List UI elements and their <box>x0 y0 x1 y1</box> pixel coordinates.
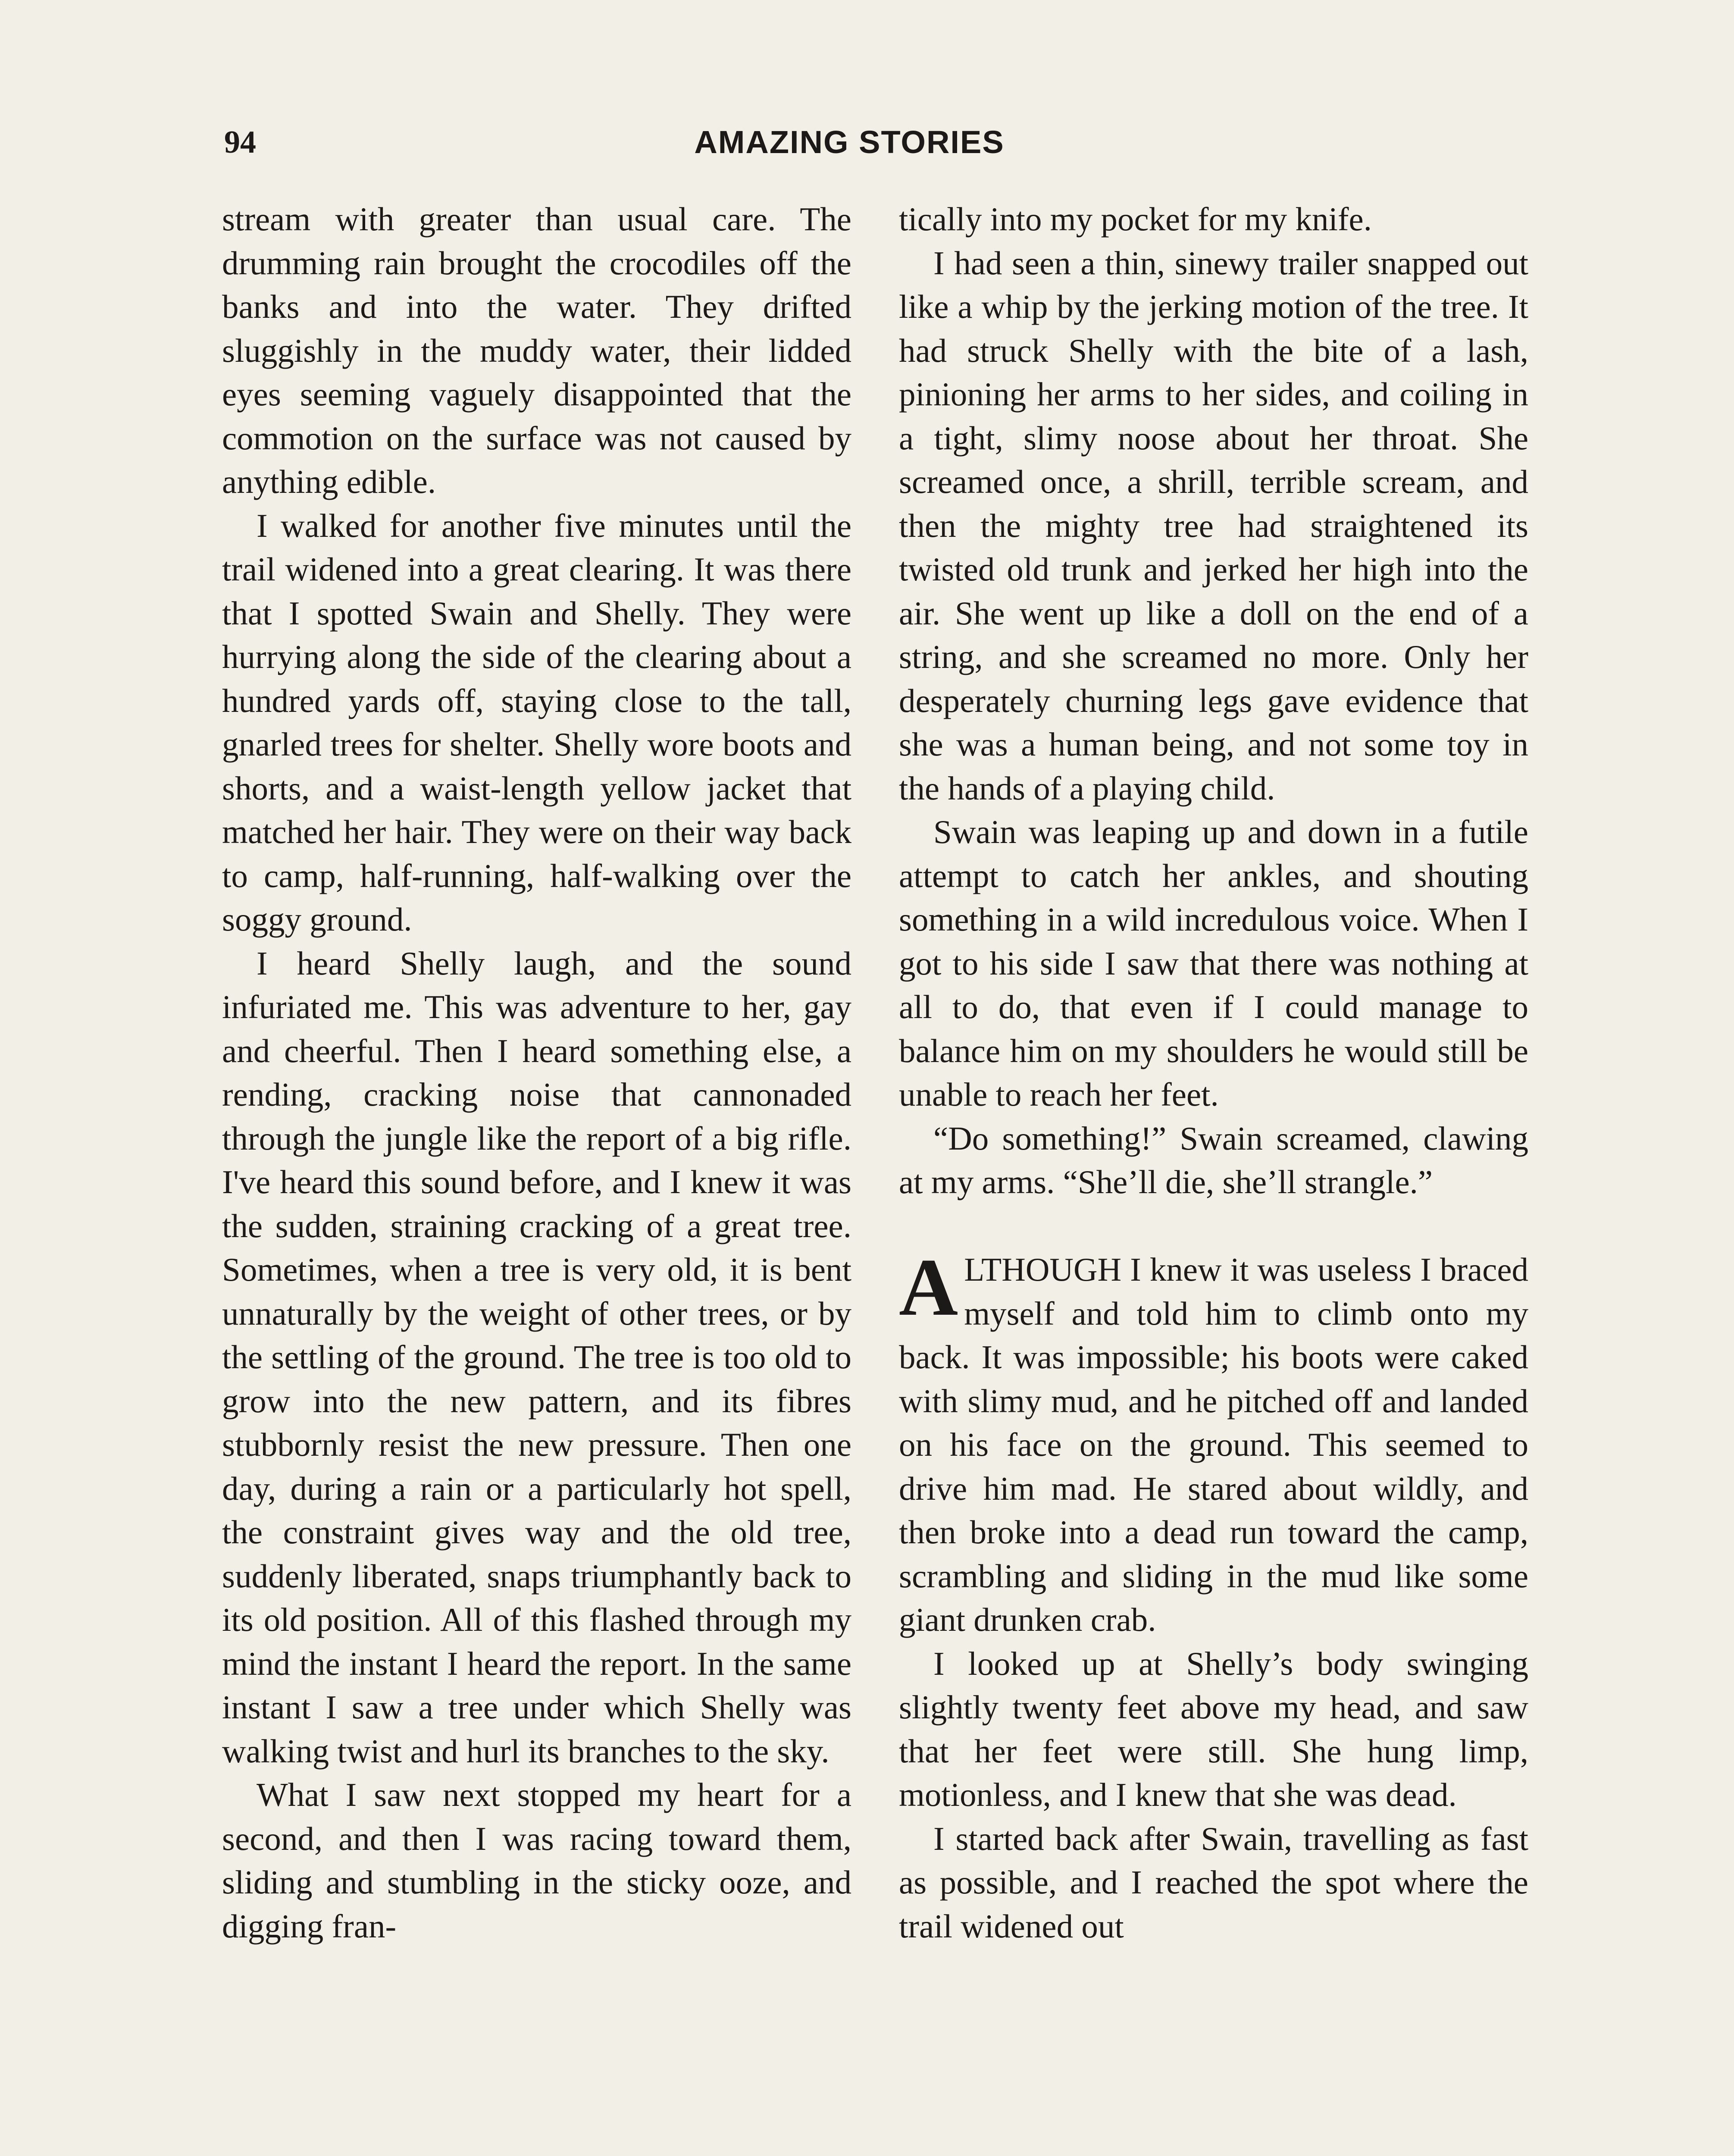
section-start-paragraph <box>899 1242 1528 1642</box>
page-number: 94 <box>224 125 256 160</box>
paragraph-text: LTHOUGH I knew it was useless I braced myself and told him to climb onto my back. It was impossible; his boots were caked with slimy mud, and he pitched off and landed on his face on the ground. This seemed to drive him mad. He stared about wildly, and then broke into a dead run toward the camp, scrambling and sliding in the mud like some giant drunken crab. <box>899 1251 1528 1638</box>
drop-cap: A <box>899 1242 958 1333</box>
paragraph: I looked up at Shelly’s body swinging slightly twenty feet above my head, and saw that her feet were still. She hung limp, motionless, and I knew that she was dead. <box>899 1645 1528 1813</box>
page-header <box>224 123 1500 170</box>
paragraph: What I saw next stopped my heart for a second, and then I was racing toward them, sliding and stumbling in the sticky ooze, and digging fran- <box>222 1776 851 1945</box>
paragraph: Swain was leaping up and down in a futile attempt to catch her ankles, and shouting something in a wild incredulous voice. When I got to his side I saw that there was nothing at all to do, that even if I could manage to balance him on my shoulders he would still be unable to reach her feet. <box>899 813 1528 1113</box>
paragraph: I walked for another five minutes until the trail widened into a great clearing. It was there that I spotted Swain and Shelly. They were hurrying along the side of the clearing about a hundred yards off, staying close to the tall, gnarled trees for shelter. Shelly wore boots and shorts, and a waist-length yellow jacket that matched her hair. They were on their way back to camp, half-running, half-walking over the soggy ground. <box>222 507 851 938</box>
magazine-title: AMAZING STORIES <box>694 124 1005 160</box>
paragraph: I started back after Swain, travelling as fast as possible, and I reached the spot where the trail widened out <box>899 1820 1528 1945</box>
left-column <box>222 197 851 1948</box>
paragraph: “Do something!” Swain screamed, clawing at my arms. “She’ll die, she’ll strangle.” <box>899 1119 1528 1200</box>
paragraph: I had seen a thin, sinewy trailer snapped out like a whip by the jerking motion of the tree. It had struck Shelly with the bite of a lash, pinioning her arms to her sides, and coiling in a tight, slimy noose about her throat. She screamed once, a shrill, terrible scream, and then the mighty tree had straightened its twisted old trunk and jerked her high into the air. She went up like a doll on the end of a string, and she screamed no more. Only her desperately churning legs gave evidence that she was a human being, and not some toy in the hands of a playing child. <box>899 244 1528 807</box>
paragraph: stream with greater than usual care. The drumming rain brought the crocodiles off the banks and into the water. They drifted sluggishly in the muddy water, their lidded eyes seeming vaguely disappointed that the commotion on the surface was not caused by anything edible. <box>222 201 851 500</box>
paragraph: tically into my pocket for my knife. <box>899 201 1372 238</box>
paragraph: I heard Shelly laugh, and the sound infuriated me. This was adventure to her, gay and cheerful. Then I heard something else, a rending, cracking noise that cannonaded through the jungle like the report of a big rifle. I've heard this sound before, and I knew it was the sudden, straining cracking of a great tree. Sometimes, when a tree is very old, it is bent unnaturally by the weight of other trees, or by the settling of the ground. The tree is too old to grow into the new pattern, and its fibres stubbornly resist the new pressure. Then one day, during a rain or a particularly hot spell, the constraint gives way and the old tree, suddenly liberated, snaps triumphantly back to its old position. All of this flashed through my mind the instant I heard the report. In the same instant I saw a tree under which Shelly was walking twist and hurl its branches to the sky. <box>222 944 851 1770</box>
right-column <box>899 197 1528 1948</box>
